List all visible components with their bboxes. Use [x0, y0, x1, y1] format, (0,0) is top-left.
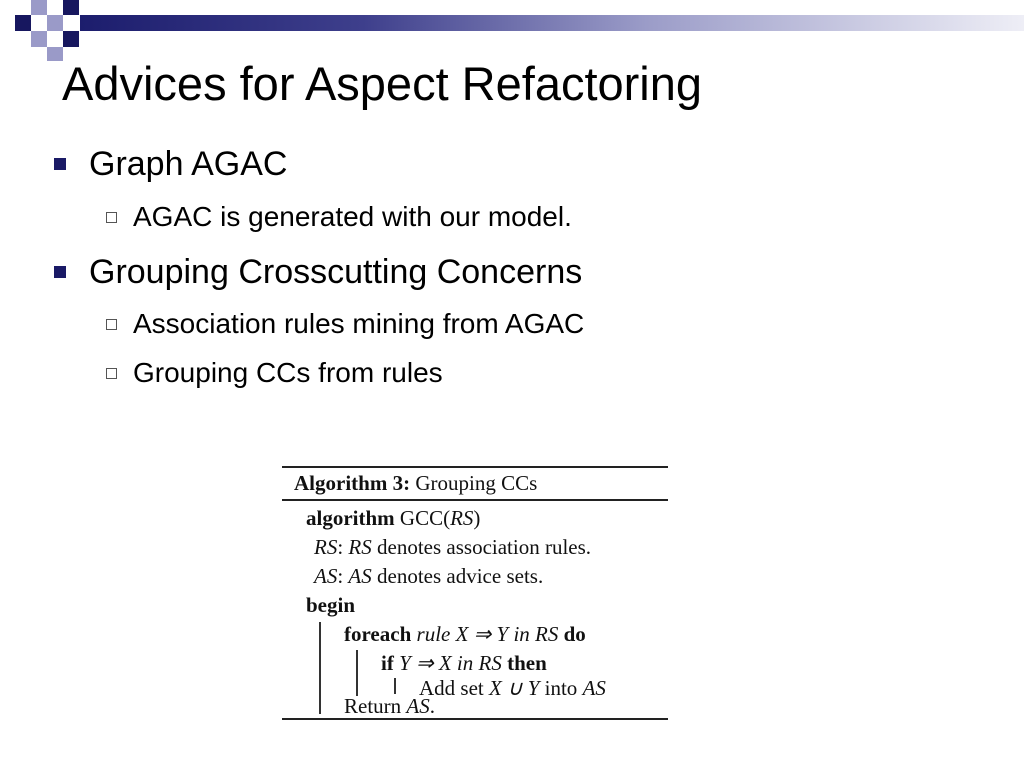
block-bar	[319, 622, 321, 714]
code-text: into	[544, 676, 578, 700]
header-square	[31, 31, 47, 47]
algorithm-caption	[294, 471, 537, 495]
bottom-rule	[282, 718, 668, 720]
code-text: GCC(	[399, 506, 451, 530]
bullet-item: Graph AGAC	[89, 145, 288, 183]
code-text: denotes association rules.	[377, 535, 592, 559]
keyword: foreach	[344, 622, 412, 646]
hollow-square-bullet-icon	[106, 368, 117, 379]
block-bar	[356, 650, 358, 696]
bullet-item: Grouping Crosscutting Concerns	[89, 253, 583, 291]
code-text: Return	[344, 694, 402, 718]
header-square	[47, 15, 63, 31]
algorithm-line	[419, 676, 606, 700]
sub-bullet-item: Grouping CCs from rules	[133, 357, 443, 388]
expression: Y ⇒ X in RS	[399, 651, 502, 675]
code-text: denotes advice sets.	[377, 564, 544, 588]
hollow-square-bullet-icon	[106, 212, 117, 223]
variable: RS	[348, 535, 372, 559]
header-square	[63, 31, 79, 47]
slide-title: Advices for Aspect Refactoring	[62, 57, 703, 110]
variable: RS	[314, 535, 338, 559]
header-gradient-bar	[80, 15, 1024, 31]
hollow-square-bullet-icon	[106, 319, 117, 330]
sub-bullet-item: Association rules mining from AGAC	[133, 308, 585, 339]
code-text: Add set	[419, 676, 484, 700]
expression: X ∪ Y	[489, 676, 540, 700]
algorithm-line	[306, 593, 355, 617]
algorithm-figure	[282, 466, 668, 721]
header-square	[15, 15, 31, 31]
square-bullet-icon	[54, 158, 66, 170]
keyword: do	[563, 622, 586, 646]
algorithm-line	[314, 564, 543, 588]
expression: rule X ⇒ Y in RS	[416, 622, 559, 646]
caption-rule	[282, 499, 668, 501]
algorithm-line	[314, 535, 591, 559]
header-square	[63, 0, 79, 15]
code-text: :	[337, 535, 344, 559]
code-text: :	[337, 564, 344, 588]
algorithm-line	[306, 506, 480, 530]
caption-label: Algorithm 3:	[294, 471, 411, 495]
header-square	[31, 0, 47, 15]
caption-text: Grouping CCs	[415, 471, 538, 495]
code-text: .	[429, 694, 435, 718]
keyword: algorithm	[306, 506, 395, 530]
algorithm-line	[381, 651, 547, 675]
variable: AS	[314, 564, 338, 588]
variable: AS	[582, 676, 606, 700]
code-text: )	[473, 506, 481, 530]
block-bar	[394, 678, 396, 694]
variable: AS	[406, 694, 430, 718]
keyword: then	[507, 651, 547, 675]
variable: AS	[348, 564, 372, 588]
algorithm-line	[344, 622, 586, 646]
header-square	[47, 47, 63, 61]
algorithm-line	[344, 694, 435, 718]
variable: RS	[450, 506, 474, 530]
sub-bullet-item: AGAC is generated with our model.	[133, 201, 572, 232]
square-bullet-icon	[54, 266, 66, 278]
top-rule	[282, 466, 668, 468]
keyword: if	[381, 651, 394, 675]
keyword: begin	[306, 593, 356, 617]
